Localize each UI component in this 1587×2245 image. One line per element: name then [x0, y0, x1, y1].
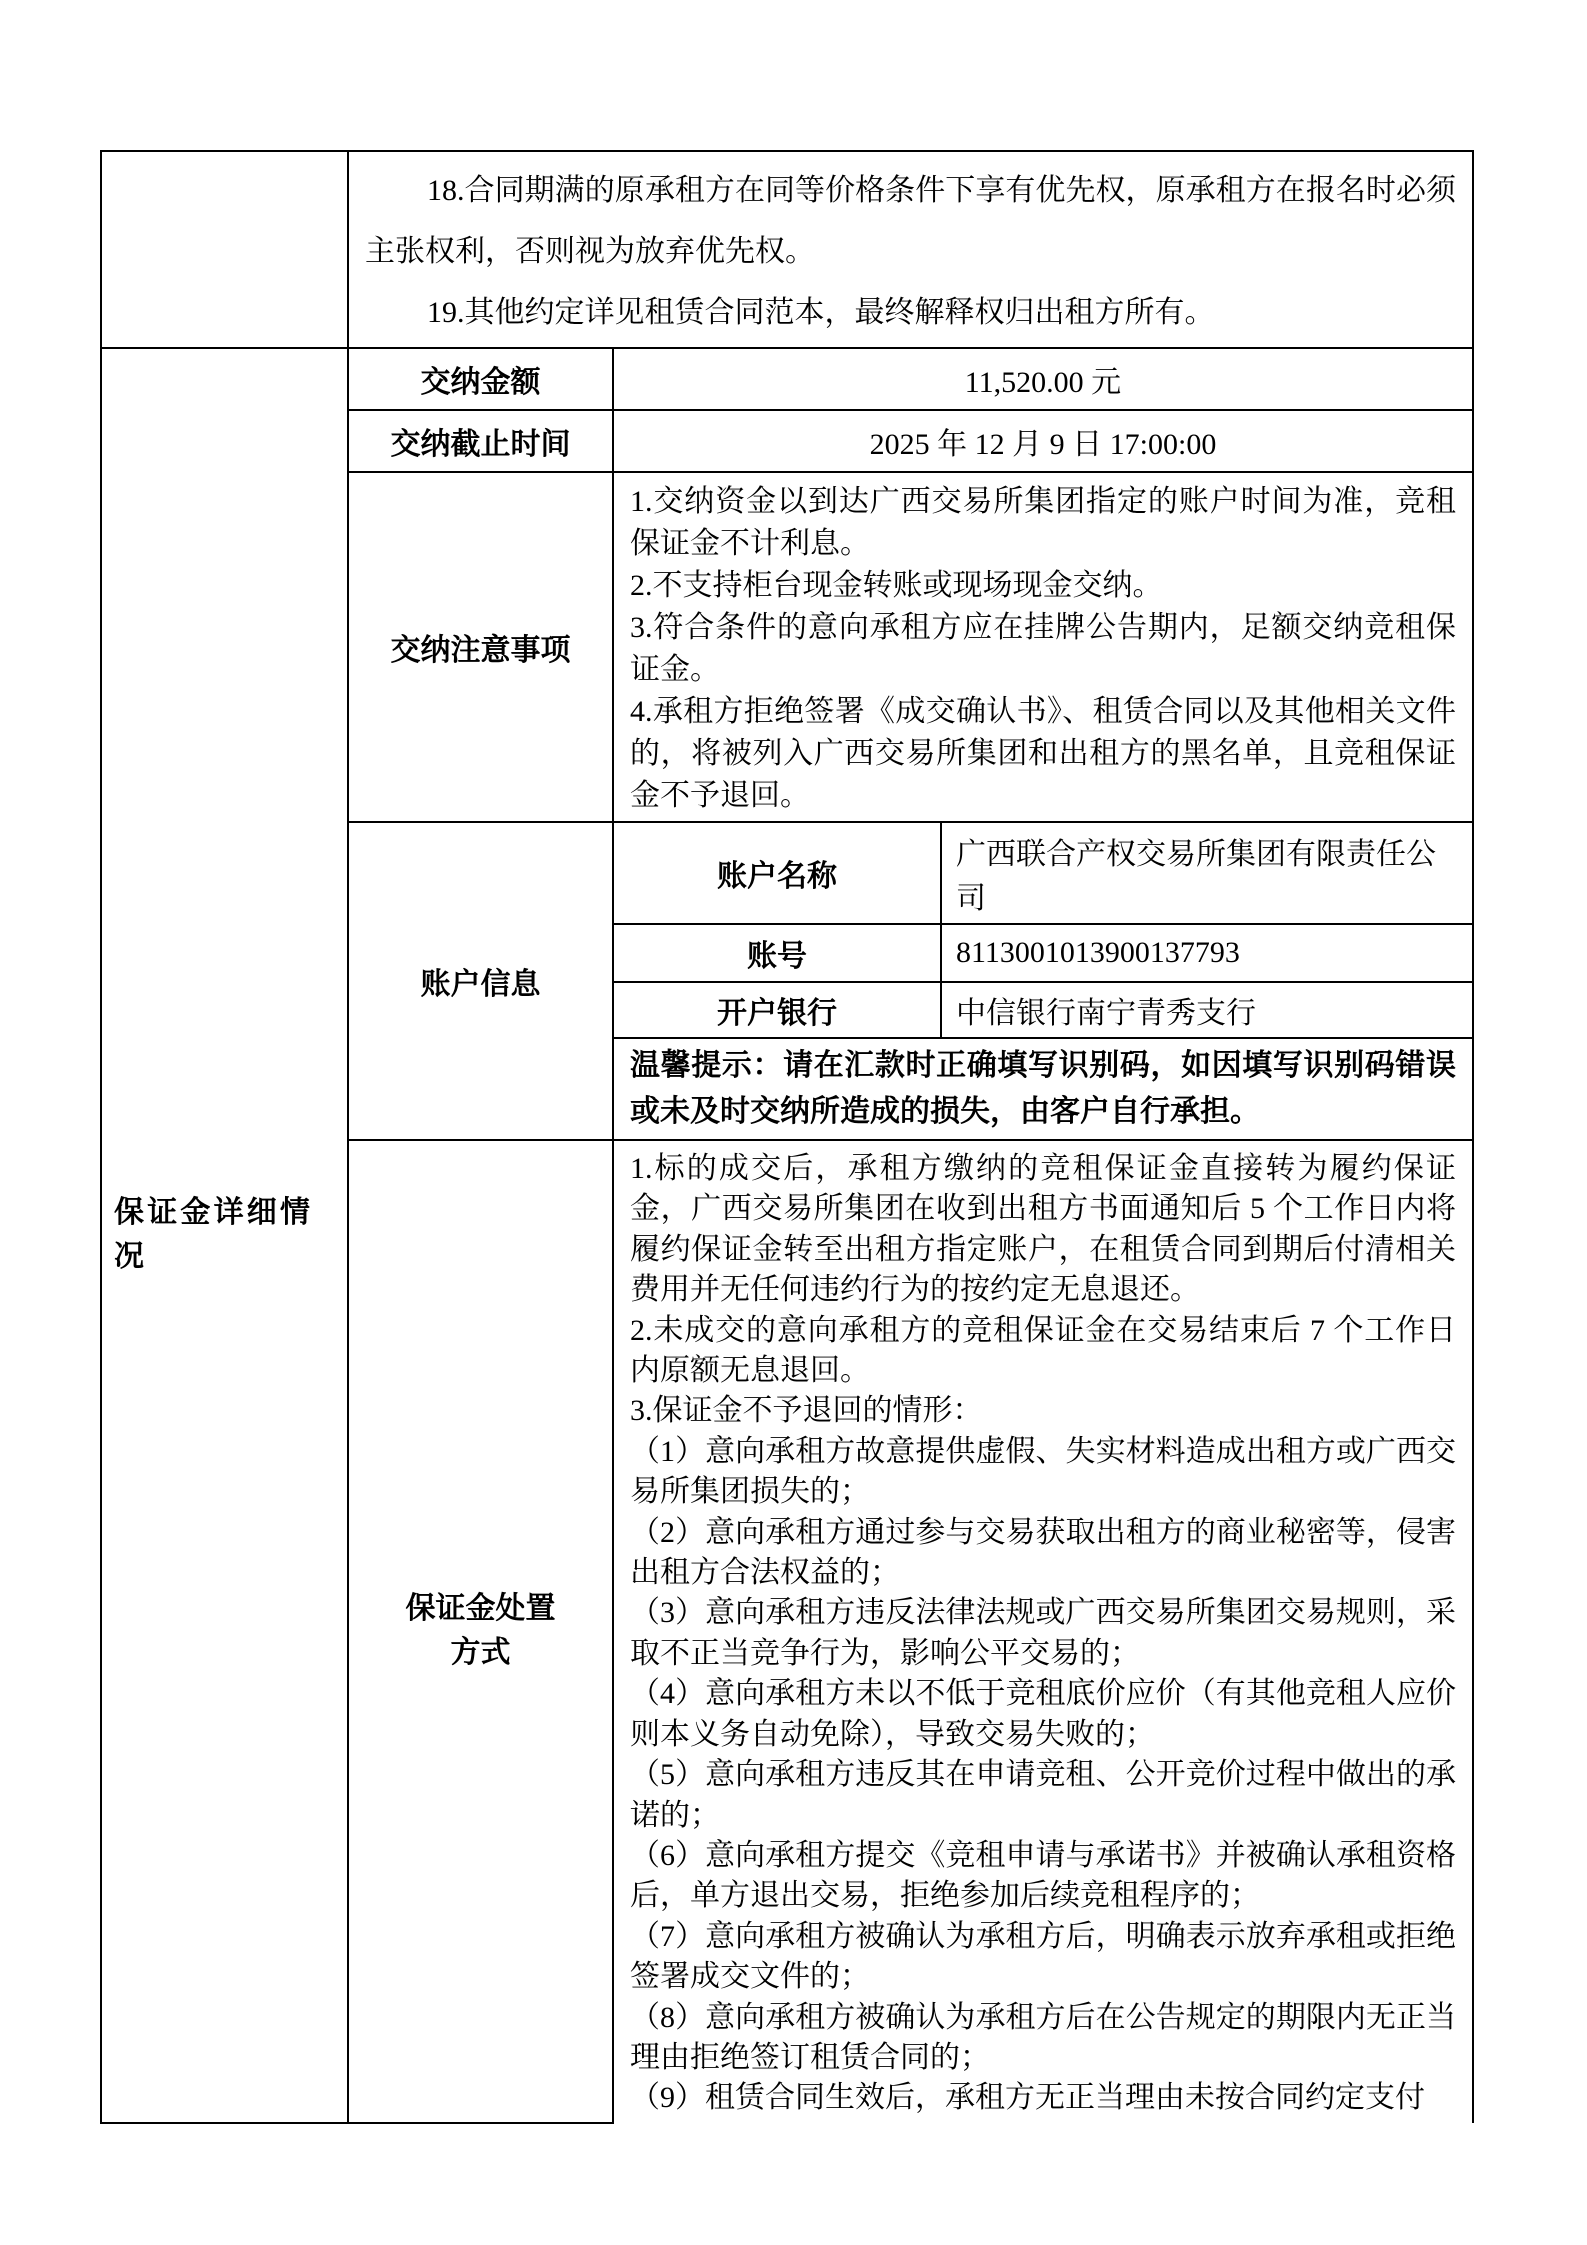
paragraph: 4.承租方拒绝签署《成交确认书》、租赁合同以及其他相关文件的，将被列入广西交易所集团和出租方的黑名单，且竞租保证金不予退回。	[630, 695, 1456, 812]
paragraph: （5）意向承租方违反其在申请竞租、公开竞价过程中做出的承诺的；	[630, 1758, 1456, 1832]
bank-value: 中信银行南宁青秀支行	[941, 982, 1473, 1038]
paragraph: （9）租赁合同生效后，承租方无正当理由未按合同约定支付	[630, 2081, 1425, 2115]
paragraph: （8）意向承租方被确认为承租方后在公告规定的期限内无正当理由拒绝签订租赁合同的；	[630, 2000, 1456, 2074]
paragraph: 19.其他约定详见租赁合同范本，最终解释权归出租方所有。	[427, 296, 1215, 329]
payment-deadline-value: 2025 年 12 月 9 日 17:00:00	[613, 410, 1473, 472]
paragraph: 3.符合条件的意向承租方应在挂牌公告期内，足额交纳竞租保证金。	[630, 611, 1456, 686]
payment-notes-text-cell	[613, 472, 1473, 822]
payment-notes-label: 交纳注意事项	[348, 472, 613, 822]
paragraph: 18.合同期满的原承租方在同等价格条件下享有优先权，原承租方在报名时必须主张权利，否则视为放弃优先权。	[365, 174, 1456, 268]
paragraph: 1.交纳资金以到达广西交易所集团指定的账户时间为准，竞租保证金不计利息。	[630, 485, 1456, 560]
paragraph: （1）意向承租方故意提供虚假、失实材料造成出租方或广西交易所集团损失的；	[630, 1434, 1456, 1509]
disposal-label-cell	[348, 1140, 613, 2123]
continuation-text-cell	[348, 151, 1473, 348]
disposal-text-cell	[613, 1140, 1473, 2123]
paragraph: （3）意向承租方违反法律法规或广西交易所集团交易规则，采取不正当竞争行为，影响公平交易的；	[630, 1596, 1456, 1670]
account-number-label: 账号	[613, 924, 941, 982]
paragraph: 3.保证金不予退回的情形：	[630, 1394, 983, 1428]
table-row	[101, 348, 1473, 410]
payment-amount-value: 11,520.00 元	[613, 348, 1473, 410]
reminder-cell	[613, 1038, 1473, 1140]
reminder-text: 温馨提示：请在汇款时正确填写识别码，如因填写识别码错误或未及时交纳所造成的损失，由客户自行承担。	[630, 1049, 1456, 1128]
section-label: 保证金详细情况	[114, 1196, 310, 1274]
deposit-details-table	[100, 150, 1472, 2124]
continuation-empty-cell	[101, 151, 348, 348]
account-name-label: 账户名称	[613, 822, 941, 924]
account-info-label: 账户信息	[348, 822, 613, 1140]
paragraph: （2）意向承租方通过参与交易获取出租方的商业秘密等，侵害出租方合法权益的；	[630, 1515, 1456, 1590]
payment-deadline-label: 交纳截止时间	[348, 410, 613, 472]
account-number-value: 8113001013900137793	[941, 924, 1473, 982]
disposal-label: 保证金处置方式	[405, 1592, 556, 1670]
paragraph: 1.标的成交后，承租方缴纳的竞租保证金直接转为履约保证金，广西交易所集团在收到出租方书面通知后 5 个工作日内将履约保证金转至出租方指定账户，在租赁合同到期后付清相关费用并无任何违约行为的按约定无息退还。	[630, 1152, 1456, 1307]
paragraph: 2.不支持柜台现金转账或现场现金交纳。	[630, 569, 1163, 602]
section-label-cell	[101, 348, 348, 2123]
paragraph: （6）意向承租方提交《竞租申请与承诺书》并被确认承租资格后，单方退出交易，拒绝参加后续竞租程序的；	[630, 1838, 1456, 1913]
bank-label: 开户银行	[613, 982, 941, 1038]
account-name-value: 广西联合产权交易所集团有限责任公司	[941, 822, 1473, 924]
paragraph: （7）意向承租方被确认为承租方后，明确表示放弃承租或拒绝签署成交文件的；	[630, 1919, 1456, 1994]
paragraph: 2.未成交的意向承租方的竞租保证金在交易结束后 7 个工作日内原额无息退回。	[630, 1313, 1456, 1388]
paragraph: （4）意向承租方未以不低于竞租底价应价（有其他竞租人应价则本义务自动免除），导致交易失败的；	[630, 1677, 1456, 1751]
payment-amount-label: 交纳金额	[348, 348, 613, 410]
table-row	[101, 151, 1473, 348]
